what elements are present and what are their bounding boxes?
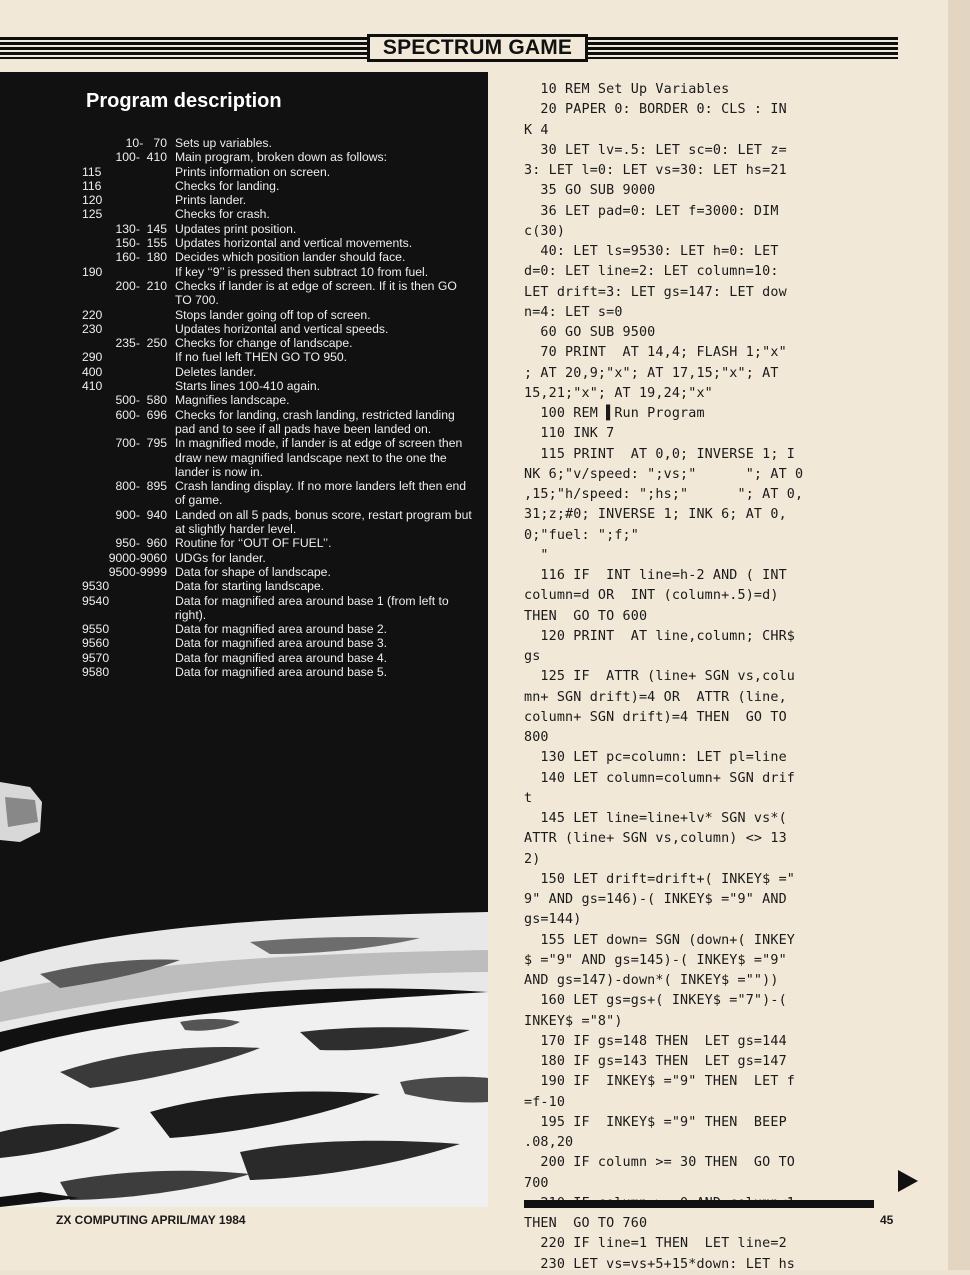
continue-arrow-icon (898, 1170, 918, 1192)
line-range: 600- 696 (115, 407, 167, 422)
line-description: UDGs for lander. (175, 550, 266, 565)
code-line: 115 PRINT AT 0,0; INVERSE 1; I (524, 446, 795, 462)
header-rule-left (0, 37, 367, 59)
line-description: Updates horizontal and vertical speeds. (175, 321, 389, 336)
section-title: SPECTRUM GAME (367, 34, 588, 62)
moon-surface-image (0, 692, 488, 1207)
code-line: 70 PRINT AT 14,4; FLASH 1;"x" (524, 345, 787, 361)
line-description: Updates horizontal and vertical movements. (175, 236, 413, 251)
description-row (80, 236, 475, 250)
line-description: If key ‘‘9’’ is pressed then subtract 10 from fuel. (175, 264, 429, 279)
line-range: 220 (82, 307, 103, 322)
code-line: " (524, 547, 549, 563)
code-line: 140 LET column=column+ SGN drif (524, 770, 795, 786)
description-row (80, 136, 475, 150)
code-line: 200 IF column >= 30 THEN GO TO (524, 1155, 795, 1171)
line-range: 160- 180 (115, 250, 167, 265)
line-range: 130- 145 (115, 221, 167, 236)
code-line: 20 PAPER 0: BORDER 0: CLS : IN (524, 102, 787, 118)
footer-magazine: ZX COMPUTING APRIL/MAY 1984 (56, 1213, 246, 1227)
line-description: Data for magnified area around base 5. (175, 664, 388, 679)
code-line: 9" AND gs=146)-( INKEY$ ="9" AND (524, 892, 787, 907)
description-row (80, 508, 475, 537)
line-description: Checks for crash. (175, 207, 270, 222)
code-line: 800 (524, 730, 549, 745)
line-range: 500- 580 (115, 393, 167, 408)
code-line: AND gs=147)-down*( INKEY$ ="")) (524, 973, 779, 988)
description-row (80, 379, 475, 393)
code-line: 190 IF INKEY$ ="9" THEN LET f (524, 1074, 795, 1090)
code-line: $ ="9" AND gs=145)-( INKEY$ ="9" (524, 952, 787, 968)
description-row (80, 279, 475, 308)
line-range: 125 (82, 207, 103, 222)
code-line: ,15;"h/speed: ";hs;" "; AT 0, (524, 487, 804, 502)
code-line: d=0: LET line=2: LET column=10: (524, 264, 779, 280)
description-row (80, 408, 475, 437)
line-range: 9550 (82, 622, 110, 637)
line-description: Data for starting landscape. (175, 579, 325, 594)
line-description: Sets up variables. (175, 136, 272, 150)
code-line: ; AT 20,9;"x"; AT 17,15;"x"; AT (524, 365, 779, 381)
code-line: 15,21;"x"; AT 19,24;"x" (524, 385, 713, 401)
line-description: Checks for change of landscape. (175, 336, 353, 351)
line-description: Routine for ‘‘OUT OF FUEL’’. (175, 536, 332, 551)
line-description: Data for shape of landscape. (175, 564, 331, 579)
code-line: 145 LET line=line+lv* SGN vs*( (524, 811, 787, 826)
line-range: 100- 410 (115, 150, 167, 165)
line-description: Landed on all 5 pads, bonus score, restart program but at slightly harder level. (175, 507, 472, 537)
line-range: 9580 (82, 664, 110, 679)
code-line: 220 IF line=1 THEN LET line=2 (524, 1236, 787, 1252)
description-row (80, 579, 475, 593)
description-row (80, 179, 475, 193)
line-range: 115 (82, 164, 102, 179)
code-line: 2) (524, 851, 541, 867)
description-row (80, 165, 475, 179)
description-row (80, 365, 475, 379)
description-row (80, 322, 475, 336)
line-range: 9000-9060 (108, 550, 167, 565)
description-row (80, 436, 475, 479)
code-line: mn+ SGN drift)=4 OR ATTR (line, (524, 689, 787, 705)
line-description: Checks if lander is at edge of screen. If it is then GO TO 700. (175, 278, 457, 308)
code-line: THEN GO TO 600 (524, 608, 648, 624)
line-range: 410 (82, 379, 103, 394)
line-description: Deletes lander. (175, 364, 257, 379)
line-range: 116 (82, 178, 102, 193)
description-row (80, 308, 475, 322)
code-line: THEN GO TO 760 (524, 1216, 648, 1231)
description-row (80, 565, 475, 579)
panel-title: Program description (86, 90, 282, 112)
line-description: Crash landing display. If no more landers left then end of game. (175, 479, 467, 508)
code-line: 230 LET vs=vs+5+15*down: LET hs (524, 1256, 795, 1272)
code-line: 10 REM Set Up Variables (524, 82, 730, 97)
code-line: 110 INK 7 (524, 426, 615, 442)
line-range: 9500-9999 (108, 564, 167, 579)
code-line: gs=144) (524, 912, 582, 928)
basic-code-listing (524, 80, 874, 1275)
line-range: 150- 155 (115, 236, 167, 251)
description-row (80, 150, 475, 164)
code-line: 155 LET down= SGN (down+( INKEY (524, 932, 795, 948)
line-range: 200- 210 (115, 278, 167, 293)
code-line: ATTR (line+ SGN vs,column) <> 13 (524, 831, 787, 847)
line-range: 800- 895 (115, 479, 167, 494)
header-rule-right (588, 37, 898, 59)
code-line: 30 LET lv=.5: LET sc=0: LET z= (524, 142, 787, 158)
code-line: K 4 (524, 122, 549, 138)
code-line: column=d OR INT (column+.5)=d) (524, 588, 779, 604)
page-edge-strip (948, 0, 970, 1270)
description-row (80, 193, 475, 207)
line-description: If no fuel left THEN GO TO 950. (175, 350, 348, 365)
line-range: 190 (82, 264, 103, 279)
page-number: 45 (880, 1213, 894, 1227)
line-description: Magnifies landscape. (175, 393, 290, 408)
description-row (80, 665, 475, 679)
line-range: 950- 960 (115, 536, 167, 551)
code-line: 60 GO SUB 9500 (524, 325, 656, 340)
code-line: NK 6;"v/speed: ";vs;" "; AT 0 (524, 466, 804, 482)
code-line: 150 LET drift=drift+( INKEY$ =" (524, 871, 795, 887)
description-row (80, 594, 475, 623)
line-description: Stops lander going off top of screen. (175, 307, 371, 322)
code-line: .08,20 (524, 1135, 574, 1150)
line-description: In magnified mode, if lander is at edge of screen then draw new magnified landscape next to the one the lander is now in. (175, 436, 463, 479)
line-range: 900- 940 (115, 507, 167, 522)
description-row (80, 265, 475, 279)
code-line: LET drift=3: LET gs=147: LET dow (524, 284, 787, 300)
code-line: 130 LET pc=column: LET pl=line (524, 750, 787, 766)
code-line: INKEY$ ="8") (524, 1013, 623, 1029)
description-row (80, 222, 475, 236)
line-range: 290 (82, 350, 103, 365)
description-row (80, 393, 475, 407)
description-row (80, 651, 475, 665)
code-line: 180 IF gs=143 THEN LET gs=147 (524, 1054, 787, 1069)
description-row (80, 636, 475, 650)
line-description: Data for magnified area around base 4. (175, 650, 388, 665)
program-description-panel (0, 72, 488, 1207)
description-row (80, 551, 475, 565)
line-range: 120 (82, 193, 103, 208)
code-line: t (524, 790, 533, 806)
description-row (80, 536, 475, 550)
description-row (80, 479, 475, 508)
description-row (80, 622, 475, 636)
line-description: Checks for landing, crash landing, restricted landing pad and to see if all pads have been landed on. (175, 407, 455, 436)
code-line: 36 LET pad=0: LET f=3000: DIM (524, 203, 779, 219)
code-line: 3: LET l=0: LET vs=30: LET hs=21 (524, 163, 787, 178)
line-description: Starts lines 100-410 again. (175, 379, 320, 394)
line-range: 700- 795 (115, 436, 167, 451)
line-description: Main program, broken down as follows: (175, 150, 388, 165)
code-line: 125 IF ATTR (line+ SGN vs,colu (524, 669, 795, 685)
line-range: 10- 70 (125, 136, 167, 150)
description-row (80, 350, 475, 364)
code-line: 100 REM ▌Run Program (524, 406, 705, 421)
code-line: 120 PRINT AT line,column; CHR$ (524, 628, 795, 644)
line-range: 9560 (82, 636, 110, 651)
description-row (80, 336, 475, 350)
description-row (80, 207, 475, 221)
code-line: 195 IF INKEY$ ="9" THEN BEEP (524, 1114, 787, 1130)
code-line: 0;"fuel: ";f;" (524, 527, 639, 543)
description-row (80, 250, 475, 264)
line-description: Updates print position. (175, 221, 297, 236)
code-line: =f-10 (524, 1094, 566, 1110)
code-line: 31;z;#0; INVERSE 1; INK 6; AT 0, (524, 507, 787, 523)
line-range: 9540 (82, 593, 110, 608)
line-description: Data for magnified area around base 3. (175, 636, 388, 651)
code-line: 40: LET ls=9530: LET h=0: LET (524, 244, 779, 259)
code-line: n=4: LET s=0 (524, 304, 623, 320)
line-range: 9530 (82, 579, 110, 594)
code-line: gs (524, 649, 541, 664)
code-line: c(30) (524, 223, 566, 239)
code-line: 170 IF gs=148 THEN LET gs=144 (524, 1033, 787, 1049)
description-list (80, 136, 475, 679)
line-description: Prints lander. (175, 193, 247, 208)
line-description: Data for magnified area around base 1 (from left to right). (175, 593, 449, 622)
line-description: Decides which position lander should face. (175, 250, 406, 265)
code-line: 700 (524, 1175, 549, 1191)
code-line: 116 IF INT line=h-2 AND ( INT (524, 568, 787, 583)
line-range: 230 (82, 321, 103, 336)
code-line: 160 LET gs=gs+( INKEY$ ="7")-( (524, 993, 787, 1009)
code-line: column+ SGN drift)=4 THEN GO TO (524, 709, 787, 725)
line-range: 9570 (82, 650, 110, 665)
line-description: Data for magnified area around base 2. (175, 622, 388, 637)
line-description: Checks for landing. (175, 178, 280, 193)
line-description: Prints information on screen. (175, 164, 331, 179)
code-line: 35 GO SUB 9000 (524, 183, 656, 199)
bottom-rule (524, 1200, 874, 1208)
line-range: 235- 250 (115, 336, 167, 351)
line-range: 400 (82, 364, 103, 379)
